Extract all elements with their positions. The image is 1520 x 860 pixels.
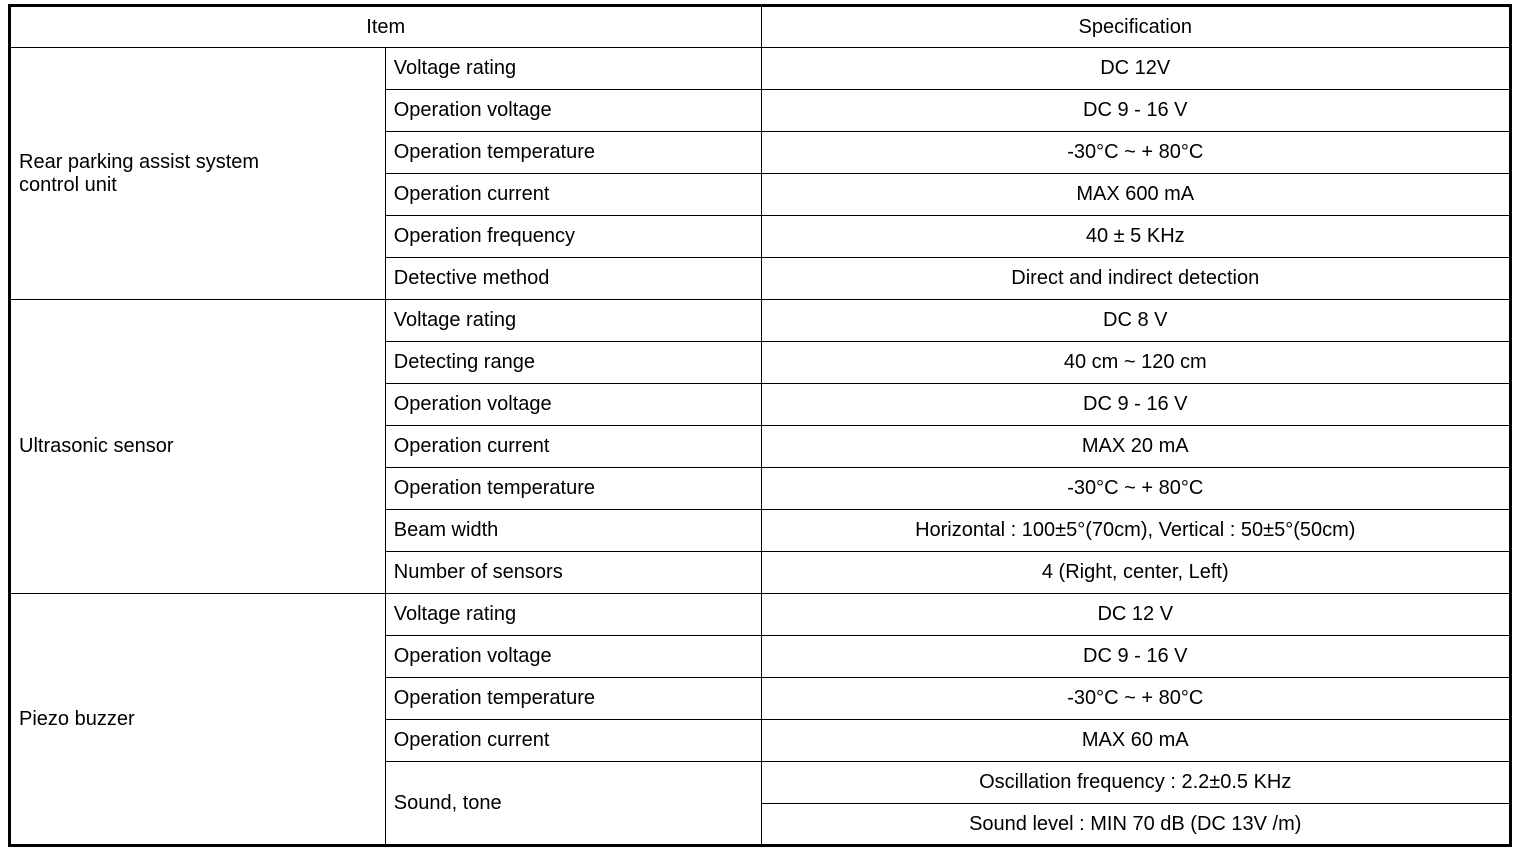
item-label: Operation voltage: [385, 90, 761, 132]
item-label: Operation current: [385, 174, 761, 216]
table-row: [10, 48, 1511, 90]
item-label: Operation temperature: [385, 132, 761, 174]
item-label: Operation temperature: [385, 468, 761, 510]
item-value: Horizontal : 100±5°(70cm), Vertical : 50±5°(50cm): [761, 510, 1511, 552]
item-value: 4 (Right, center, Left): [761, 552, 1511, 594]
item-value: DC 9 - 16 V: [761, 636, 1511, 678]
group-label-ultrasonic-sensor: [10, 300, 386, 594]
item-label: Voltage rating: [385, 48, 761, 90]
group-label-rear-parking-assist-system-control-unit: [10, 48, 386, 300]
group-label-piezo-buzzer: [10, 594, 386, 846]
item-label: Operation current: [385, 426, 761, 468]
item-value: MAX 20 mA: [761, 426, 1511, 468]
specification-table: [8, 4, 1512, 847]
group-label-line1: Piezo buzzer: [19, 707, 135, 730]
group-label-line1: Ultrasonic sensor: [19, 435, 174, 457]
item-label: Detecting range: [385, 342, 761, 384]
item-value: DC 12 V: [761, 594, 1511, 636]
item-value: DC 12V: [761, 48, 1511, 90]
item-label: Sound, tone: [385, 762, 761, 846]
item-label: Number of sensors: [385, 552, 761, 594]
column-header-specification: Specification: [761, 6, 1511, 48]
item-value: DC 9 - 16 V: [761, 384, 1511, 426]
item-value: DC 9 - 16 V: [761, 90, 1511, 132]
table-row: [10, 300, 1511, 342]
item-label: Operation current: [385, 720, 761, 762]
item-value: 40 cm ~ 120 cm: [761, 342, 1511, 384]
item-label: Operation frequency: [385, 216, 761, 258]
table-header: [10, 6, 1511, 48]
item-value: -30°C ~ + 80°C: [761, 678, 1511, 720]
item-label: Operation temperature: [385, 678, 761, 720]
item-label: Voltage rating: [385, 594, 761, 636]
group-label-line1: Rear parking assist system: [19, 150, 260, 173]
item-label: Beam width: [385, 510, 761, 552]
item-label: Operation voltage: [385, 636, 761, 678]
item-value: DC 8 V: [761, 300, 1511, 342]
item-value: MAX 60 mA: [761, 720, 1511, 762]
item-value: -30°C ~ + 80°C: [761, 468, 1511, 510]
header-row: [10, 6, 1511, 48]
column-header-item: Item: [10, 6, 762, 48]
item-value: 40 ± 5 KHz: [761, 216, 1511, 258]
item-value: MAX 600 mA: [761, 174, 1511, 216]
item-label: Operation voltage: [385, 384, 761, 426]
item-label: Detective method: [385, 258, 761, 300]
item-value: Oscillation frequency : 2.2±0.5 KHz: [761, 762, 1511, 804]
item-value: Direct and indirect detection: [761, 258, 1511, 300]
table-body: [10, 48, 1511, 846]
item-label: Voltage rating: [385, 300, 761, 342]
item-value: -30°C ~ + 80°C: [761, 132, 1511, 174]
group-label-line2: control unit: [19, 173, 117, 196]
item-value: Sound level : MIN 70 dB (DC 13V /m): [761, 804, 1511, 846]
table-row: [10, 594, 1511, 636]
